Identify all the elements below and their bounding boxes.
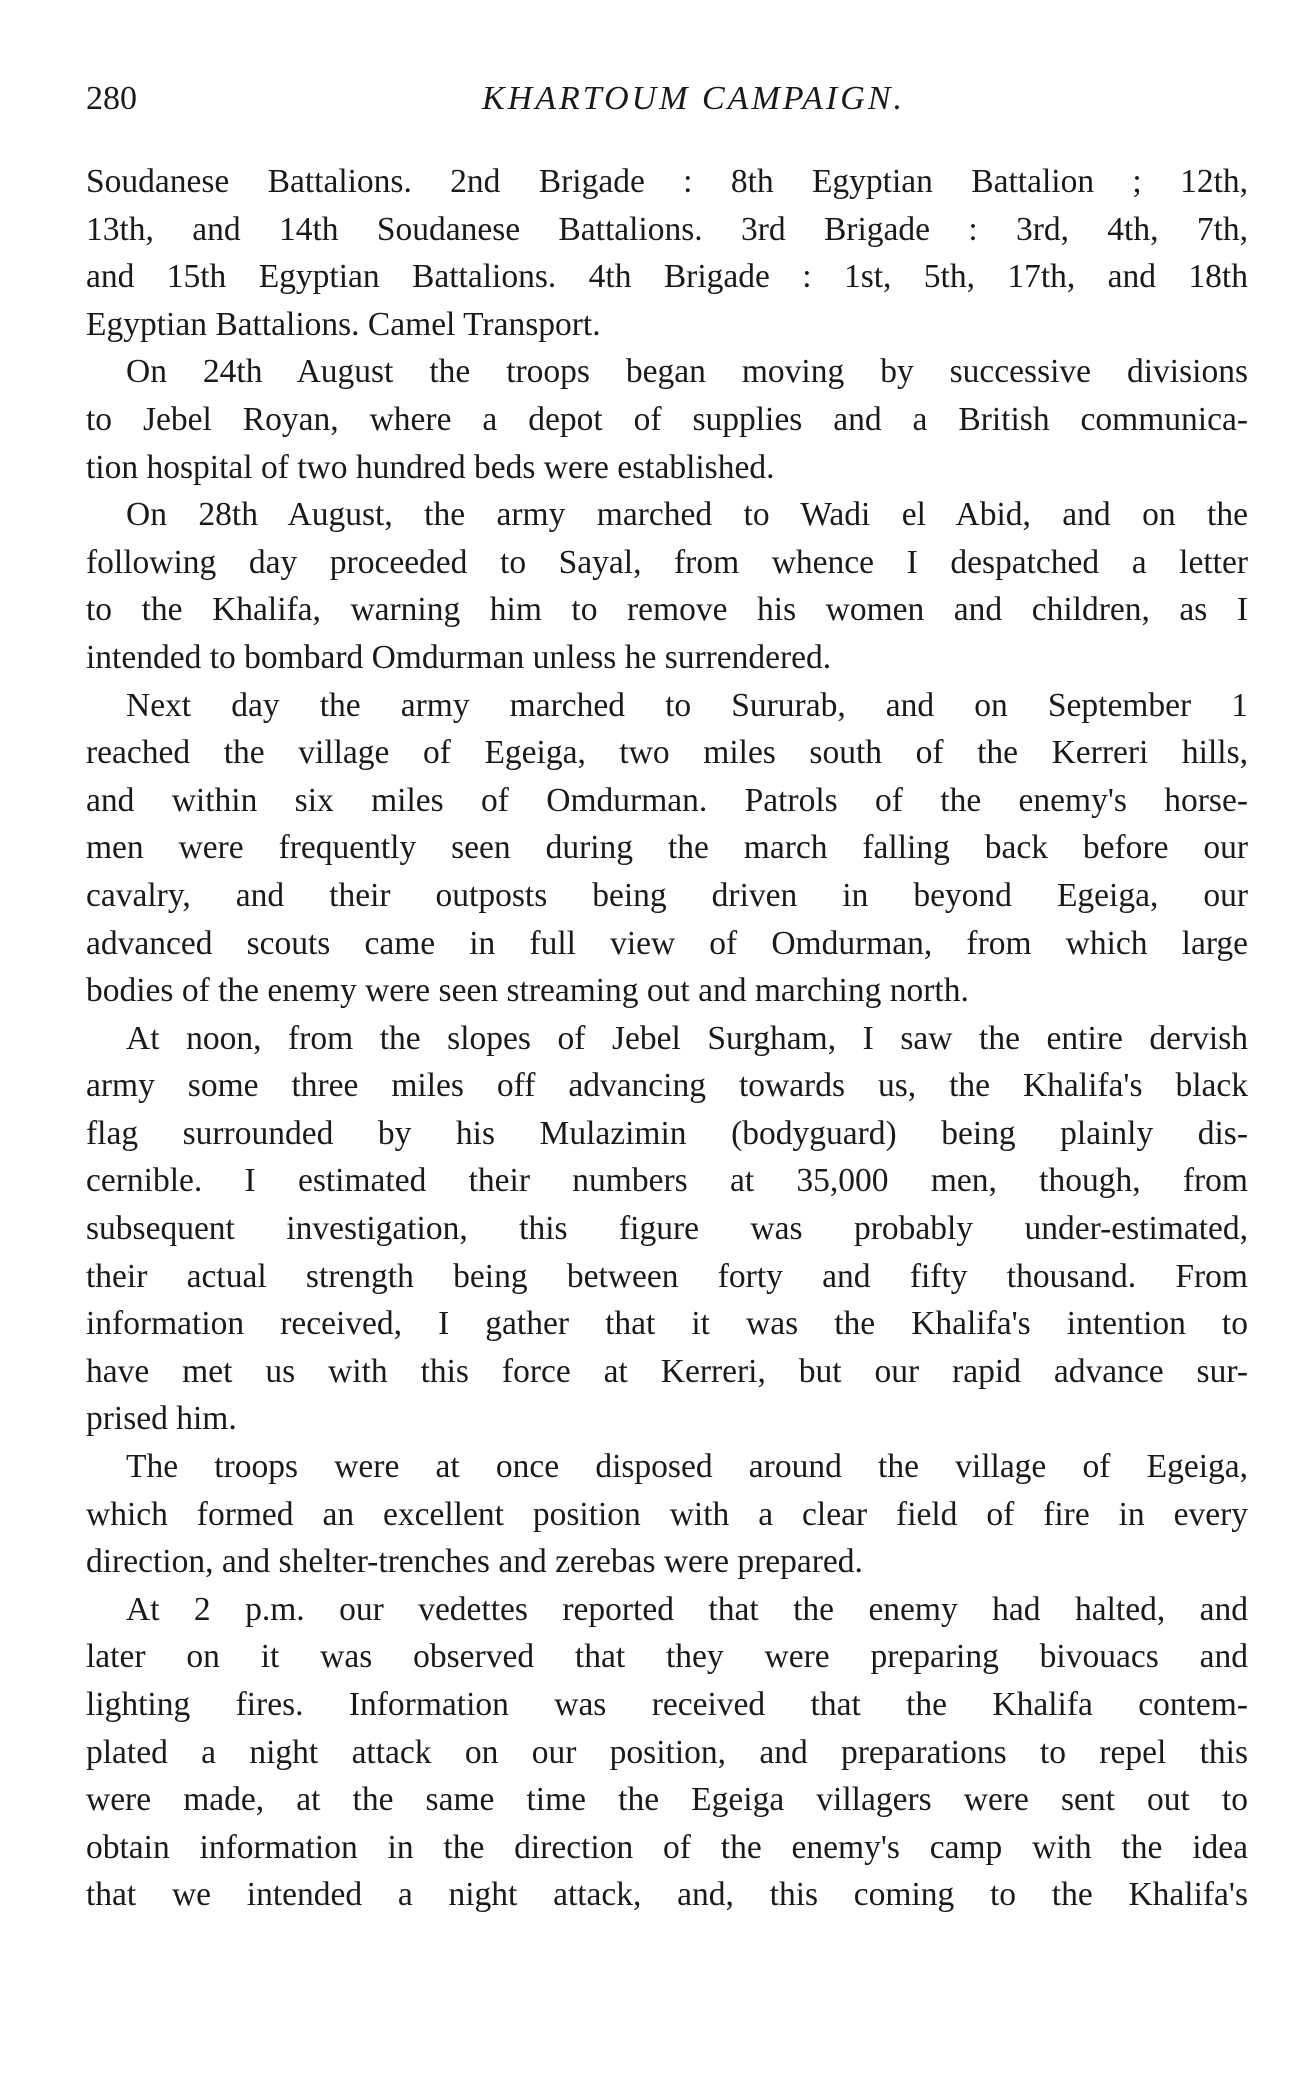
text-line: to the Khalifa, warning him to remove his women and children, as I bbox=[86, 591, 1248, 629]
text-line: lighting fires. Information was received that the Khalifa contem- bbox=[86, 1686, 1248, 1723]
text-line: Egyptian Battalions. Camel Transport. bbox=[86, 305, 601, 343]
text-line: intended to bombard Omdurman unless he surrendered. bbox=[86, 638, 832, 676]
text-line: The troops were at once disposed around the village of Egeiga, bbox=[126, 1448, 1248, 1486]
text-line: which formed an excellent position with a clear field of fire in every bbox=[86, 1495, 1248, 1533]
text-line: their actual strength being between forty and fifty thousand. From bbox=[86, 1257, 1248, 1295]
text-line: to Jebel Royan, where a depot of supplies and a British communica- bbox=[86, 400, 1248, 438]
text-line: flag surrounded by his Mulazimin (bodyguard) being plainly dis- bbox=[86, 1114, 1248, 1152]
text-line: On 24th August the troops began moving by successive divisions bbox=[126, 353, 1248, 391]
text-line: advanced scouts came in full view of Omdurman, from which large bbox=[86, 924, 1248, 962]
running-title: KHARTOUM CAMPAIGN. bbox=[482, 80, 905, 117]
text-line: prised him. bbox=[86, 1400, 237, 1438]
text-line: were made, at the same time the Egeiga villagers were sent out to bbox=[86, 1781, 1248, 1819]
text-line: army some three miles off advancing towards us, the Khalifa's black bbox=[86, 1067, 1248, 1105]
text-line: bodies of the enemy were seen streaming out and marching north. bbox=[86, 972, 969, 1010]
text-line: later on it was observed that they were preparing bivouacs and bbox=[86, 1638, 1248, 1676]
text-line: Soudanese Battalions. 2nd Brigade : 8th Egyptian Battalion ; 12th, bbox=[86, 163, 1248, 200]
text-line: men were frequently seen during the march falling back before our bbox=[86, 829, 1248, 867]
text-line: obtain information in the direction of the enemy's camp with the idea bbox=[86, 1828, 1248, 1866]
text-line: following day proceeded to Sayal, from whence I despatched a letter bbox=[86, 543, 1248, 581]
page-number: 280 bbox=[86, 80, 137, 117]
text-line: have met us with this force at Kerreri, but our rapid advance sur- bbox=[86, 1352, 1248, 1390]
text-line: reached the village of Egeiga, two miles south of the Kerreri hills, bbox=[86, 734, 1248, 772]
text-line: and 15th Egyptian Battalions. 4th Brigade : 1st, 5th, 17th, and 18th bbox=[86, 258, 1248, 296]
text-line: At 2 p.m. our vedettes reported that the enemy had halted, and bbox=[126, 1590, 1248, 1628]
text-line: 13th, and 14th Soudanese Battalions. 3rd Brigade : 3rd, 4th, 7th, bbox=[86, 210, 1248, 248]
text-line: cavalry, and their outposts being driven in beyond Egeiga, our bbox=[86, 876, 1248, 914]
text-line: that we intended a night attack, and, this coming to the Khalifa's bbox=[86, 1876, 1248, 1914]
text-line: and within six miles of Omdurman. Patrols of the enemy's horse- bbox=[86, 781, 1248, 819]
text-line: On 28th August, the army marched to Wadi el Abid, and on the bbox=[126, 496, 1248, 534]
text-line: subsequent investigation, this figure was probably under-estimated, bbox=[86, 1210, 1248, 1248]
text-line: Next day the army marched to Sururab, and on September 1 bbox=[126, 686, 1248, 724]
running-head bbox=[86, 74, 1261, 124]
text-line: direction, and shelter-trenches and zerebas were prepared. bbox=[86, 1543, 863, 1581]
text-line: At noon, from the slopes of Jebel Surgham, I saw the entire dervish bbox=[126, 1019, 1248, 1057]
body-text bbox=[86, 158, 1248, 1919]
text-line: plated a night attack on our position, and preparations to repel this bbox=[86, 1733, 1248, 1771]
text-line: tion hospital of two hundred beds were established. bbox=[86, 448, 775, 486]
text-line: cernible. I estimated their numbers at 35,000 men, though, from bbox=[86, 1162, 1248, 1200]
text-line: information received, I gather that it was the Khalifa's intention to bbox=[86, 1305, 1248, 1343]
